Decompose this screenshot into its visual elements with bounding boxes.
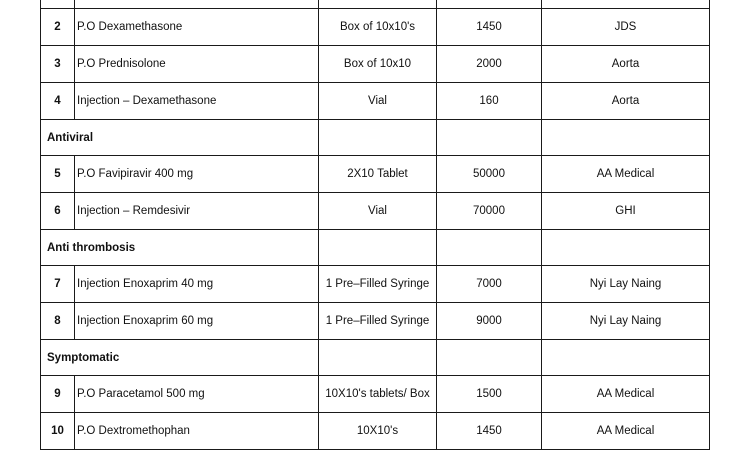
item-name: P.O Prednisolone xyxy=(75,46,319,83)
item-quantity: 1450 xyxy=(437,9,542,46)
category-label: Antiviral xyxy=(41,120,319,156)
table-row xyxy=(41,376,710,413)
item-quantity: 2000 xyxy=(437,46,542,83)
item-quantity: 70000 xyxy=(437,193,542,230)
item-number: 3 xyxy=(41,46,75,83)
table-cell xyxy=(41,0,75,9)
item-name: P.O Dextromethophan xyxy=(75,413,319,450)
item-name: Injection Enoxaprim 60 mg xyxy=(75,303,319,340)
item-supplier: GHI xyxy=(542,193,710,230)
item-quantity: 7000 xyxy=(437,266,542,303)
item-unit: Box of 10x10 xyxy=(319,46,437,83)
item-quantity: 50000 xyxy=(437,156,542,193)
table-row xyxy=(41,9,710,46)
empty-cell xyxy=(319,120,437,156)
item-unit: Vial xyxy=(319,193,437,230)
item-unit: Vial xyxy=(319,83,437,120)
empty-cell xyxy=(437,230,542,266)
item-supplier: JDS xyxy=(542,9,710,46)
item-name: P.O Dexamethasone xyxy=(75,9,319,46)
category-label: Symptomatic xyxy=(41,340,319,376)
empty-cell xyxy=(319,230,437,266)
empty-cell xyxy=(437,120,542,156)
table-row xyxy=(41,303,710,340)
table-row xyxy=(41,46,710,83)
item-name: P.O Paracetamol 500 mg xyxy=(75,376,319,413)
table-cell xyxy=(542,0,710,9)
category-row xyxy=(41,120,710,156)
item-unit: 1 Pre–Filled Syringe xyxy=(319,266,437,303)
empty-cell xyxy=(542,230,710,266)
item-quantity: 1500 xyxy=(437,376,542,413)
item-quantity: 9000 xyxy=(437,303,542,340)
empty-cell xyxy=(319,340,437,376)
table-row xyxy=(41,266,710,303)
item-quantity: 160 xyxy=(437,83,542,120)
item-number: 7 xyxy=(41,266,75,303)
category-row xyxy=(41,340,710,376)
item-number: 5 xyxy=(41,156,75,193)
item-number: 9 xyxy=(41,376,75,413)
item-supplier: Aorta xyxy=(542,46,710,83)
item-supplier: Aorta xyxy=(542,83,710,120)
item-number: 6 xyxy=(41,193,75,230)
item-name: Injection Enoxaprim 40 mg xyxy=(75,266,319,303)
item-supplier: Nyi Lay Naing xyxy=(542,303,710,340)
item-unit: 10X10's tablets/ Box xyxy=(319,376,437,413)
empty-cell xyxy=(437,340,542,376)
category-row xyxy=(41,230,710,266)
table-cell xyxy=(437,0,542,9)
item-supplier: Nyi Lay Naing xyxy=(542,266,710,303)
item-supplier: AA Medical xyxy=(542,376,710,413)
category-label: Anti thrombosis xyxy=(41,230,319,266)
item-name: Injection – Remdesivir xyxy=(75,193,319,230)
item-number: 8 xyxy=(41,303,75,340)
table-cell xyxy=(319,0,437,9)
medication-table xyxy=(40,0,710,450)
item-unit: 2X10 Tablet xyxy=(319,156,437,193)
item-number: 4 xyxy=(41,83,75,120)
item-number: 10 xyxy=(41,413,75,450)
table-row xyxy=(41,83,710,120)
item-supplier: AA Medical xyxy=(542,413,710,450)
item-quantity: 1450 xyxy=(437,413,542,450)
medication-table-body xyxy=(41,0,710,450)
item-unit: 10X10's xyxy=(319,413,437,450)
item-number: 2 xyxy=(41,9,75,46)
item-name: P.O Favipiravir 400 mg xyxy=(75,156,319,193)
item-unit: Box of 10x10's xyxy=(319,9,437,46)
empty-cell xyxy=(542,120,710,156)
table-cell xyxy=(75,0,319,9)
table-row xyxy=(41,156,710,193)
table-row xyxy=(41,193,710,230)
item-supplier: AA Medical xyxy=(542,156,710,193)
item-name: Injection – Dexamethasone xyxy=(75,83,319,120)
table-row-cut-off xyxy=(41,0,710,9)
empty-cell xyxy=(542,340,710,376)
table-row xyxy=(41,413,710,450)
item-unit: 1 Pre–Filled Syringe xyxy=(319,303,437,340)
